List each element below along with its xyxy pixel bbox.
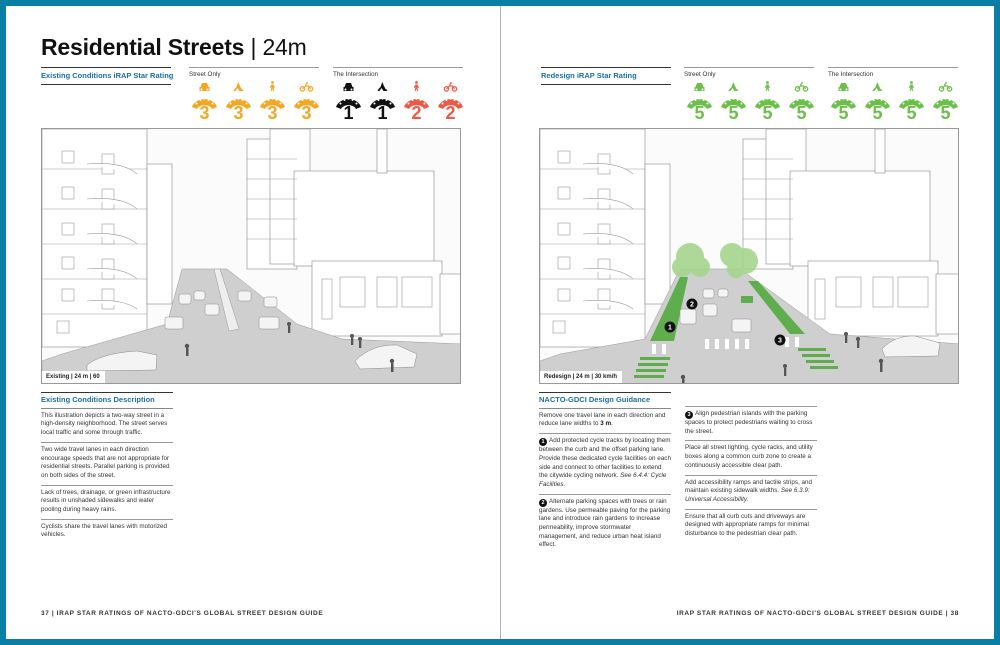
title-separator: |	[250, 34, 257, 60]
pedestrian-icon	[414, 81, 419, 91]
star-rating-value: 5	[872, 103, 883, 123]
footer-left: 37 | IRAP STAR RATINGS OF NACTO-GDCI'S GLOBAL STREET DESIGN GUIDE	[41, 610, 324, 617]
pedestrian-icon	[765, 81, 770, 91]
guidance-paragraph	[539, 495, 671, 555]
cross-reference: See 6.4.4: Cycle Facilities.	[539, 472, 667, 488]
guidance-paragraph	[539, 434, 671, 495]
marker-2	[687, 299, 698, 310]
car-icon	[200, 83, 210, 91]
rating-badges	[189, 80, 322, 124]
group-label: Street Only	[189, 71, 221, 78]
star-rating-badge	[367, 80, 398, 124]
guidance-text: .	[611, 420, 613, 428]
guidance-text: Add protected cycle tracks by locating them between the curb and the offset parking lane. Provide these dedicated cycle facilities on each side and connect to other facilities to extend the citywide cycling network.	[539, 437, 671, 480]
guidance-emphasis: 3 m	[600, 420, 612, 428]
marker-label: 1	[668, 324, 672, 332]
existing-rating-heading: Existing Conditions iRAP Star Rating	[41, 67, 171, 85]
rating-badges	[828, 80, 961, 124]
car-icon	[839, 83, 849, 91]
guidance-text: Remove one travel lane in each direction and reduce lane widths to	[539, 411, 666, 428]
illustration-caption: Redesign | 24 m | 30 km/h	[540, 371, 622, 383]
motorcycle-icon	[873, 82, 883, 91]
marker-label: 2	[690, 301, 694, 309]
document-spread	[6, 6, 994, 639]
guidance-paragraph: Ensure that all curb cuts and driveways are designed with appropriate ramps for minimal disturbance to the pedestrian clear path.	[685, 512, 809, 538]
car-icon	[344, 83, 354, 91]
bicycle-icon	[300, 83, 312, 91]
rating-group-intersection	[333, 67, 466, 124]
right-page	[500, 6, 994, 639]
star-rating-badge	[786, 80, 817, 124]
redesign-rating-heading: Redesign iRAP Star Rating	[541, 67, 671, 85]
star-rating-badge	[223, 80, 254, 124]
page-title	[41, 34, 307, 61]
description-paragraph: This illustration depicts a two-way street in a high-density neighborhood. The street serves local traffic and some through traffic.	[41, 409, 173, 443]
star-rating-value: 3	[233, 103, 244, 123]
title-main: Residential Streets	[41, 34, 245, 60]
guidance-heading: NACTO-GDCI Design Guidance	[539, 392, 671, 409]
motorcycle-icon	[234, 82, 244, 91]
group-divider	[189, 67, 319, 68]
footer-right: IRAP STAR RATINGS OF NACTO-GDCI'S GLOBAL STREET DESIGN GUIDE | 38	[676, 610, 959, 617]
star-rating-badge	[291, 80, 322, 124]
marker-1	[665, 322, 676, 333]
star-rating-value: 3	[199, 103, 210, 123]
star-rating-value: 5	[762, 103, 773, 123]
motorcycle-icon	[729, 82, 739, 91]
star-rating-value: 5	[694, 103, 705, 123]
guidance-text: Alternate parking spaces with trees or rain gardens. Use permeable paving for the parking lane and introduce rain gardens to increase permeability, improve stormwater management, and reduce urban heat island effect.	[539, 497, 671, 549]
motorcycle-icon	[378, 82, 388, 91]
description-paragraph: Two wide travel lanes in each direction encourage speeds that are not appropriate for residential streets. Parallel parking is provided on both sides of the street.	[41, 443, 173, 486]
cross-reference: See 6.3.9: Universal Accessibility.	[685, 487, 810, 503]
star-rating-value: 5	[838, 103, 849, 123]
rating-badges	[333, 80, 466, 124]
group-label: The Intersection	[828, 71, 874, 78]
group-divider	[828, 67, 958, 68]
group-label: The Intersection	[333, 71, 379, 78]
star-rating-value: 1	[343, 103, 354, 123]
title-size: 24m	[262, 34, 307, 60]
star-rating-value: 3	[301, 103, 312, 123]
pedestrian-icon	[270, 81, 275, 91]
existing-street-drawing	[42, 129, 461, 384]
star-rating-value: 5	[940, 103, 951, 123]
group-label: Street Only	[684, 71, 716, 78]
marker-3	[775, 335, 786, 346]
star-rating-badge	[752, 80, 783, 124]
description-paragraph: Cyclists share the travel lanes with motorized vehicles.	[41, 522, 167, 539]
group-divider	[333, 67, 463, 68]
rating-group-street-only	[684, 67, 817, 124]
redesign-street-drawing	[540, 129, 959, 384]
guidance-text: Align pedestrian islands with the parking spaces to protect pedestrians waiting to cross the street.	[685, 410, 813, 435]
bicycle-icon	[444, 83, 456, 91]
star-rating-badge	[828, 80, 859, 124]
guidance-text: Add accessibility ramps and tactile strips, and maintain existing sidewalk widths.	[685, 478, 813, 495]
redesign-street-illustration	[539, 128, 959, 384]
star-rating-value: 5	[906, 103, 917, 123]
rating-badges	[684, 80, 817, 124]
description-paragraph: Lack of trees, drainage, or green infrastructure results in unshaded sidewalks and water pooling during heavy rains.	[41, 486, 173, 520]
group-divider	[684, 67, 814, 68]
design-guidance-column-2	[685, 406, 817, 543]
description-heading: Existing Conditions Description	[41, 392, 173, 409]
number-badge-3: 3	[685, 411, 693, 419]
star-rating-badge	[333, 80, 364, 124]
rating-group-street-only	[189, 67, 322, 124]
design-guidance-column-1	[539, 392, 671, 554]
star-rating-value: 1	[377, 103, 388, 123]
star-rating-badge	[435, 80, 466, 124]
rating-group-intersection	[828, 67, 961, 124]
star-rating-badge	[684, 80, 715, 124]
existing-conditions-description	[41, 392, 173, 544]
bicycle-icon	[939, 83, 951, 91]
star-rating-value: 5	[728, 103, 739, 123]
star-rating-value: 2	[411, 103, 422, 123]
number-badge-1: 1	[539, 438, 547, 446]
star-rating-badge	[257, 80, 288, 124]
guidance-paragraph	[539, 409, 671, 434]
guidance-paragraph	[685, 476, 817, 510]
pedestrian-icon	[909, 81, 914, 91]
guidance-paragraph	[685, 406, 817, 441]
star-rating-value: 3	[267, 103, 278, 123]
star-rating-badge	[718, 80, 749, 124]
bicycle-icon	[795, 83, 807, 91]
star-rating-value: 2	[445, 103, 456, 123]
marker-label: 3	[778, 337, 782, 345]
star-rating-badge	[401, 80, 432, 124]
star-rating-badge	[896, 80, 927, 124]
star-rating-value: 5	[796, 103, 807, 123]
number-badge-2: 2	[539, 499, 547, 507]
illustration-caption: Existing | 24 m | 60	[42, 371, 105, 383]
star-rating-badge	[189, 80, 220, 124]
car-icon	[695, 83, 705, 91]
star-rating-badge	[862, 80, 893, 124]
existing-street-illustration	[41, 128, 461, 384]
star-rating-badge	[930, 80, 961, 124]
left-page	[6, 6, 500, 639]
guidance-paragraph: Place all street lighting, cycle racks, and utility boxes along a common curb zone to create a continuously accessible clear path.	[685, 441, 817, 475]
